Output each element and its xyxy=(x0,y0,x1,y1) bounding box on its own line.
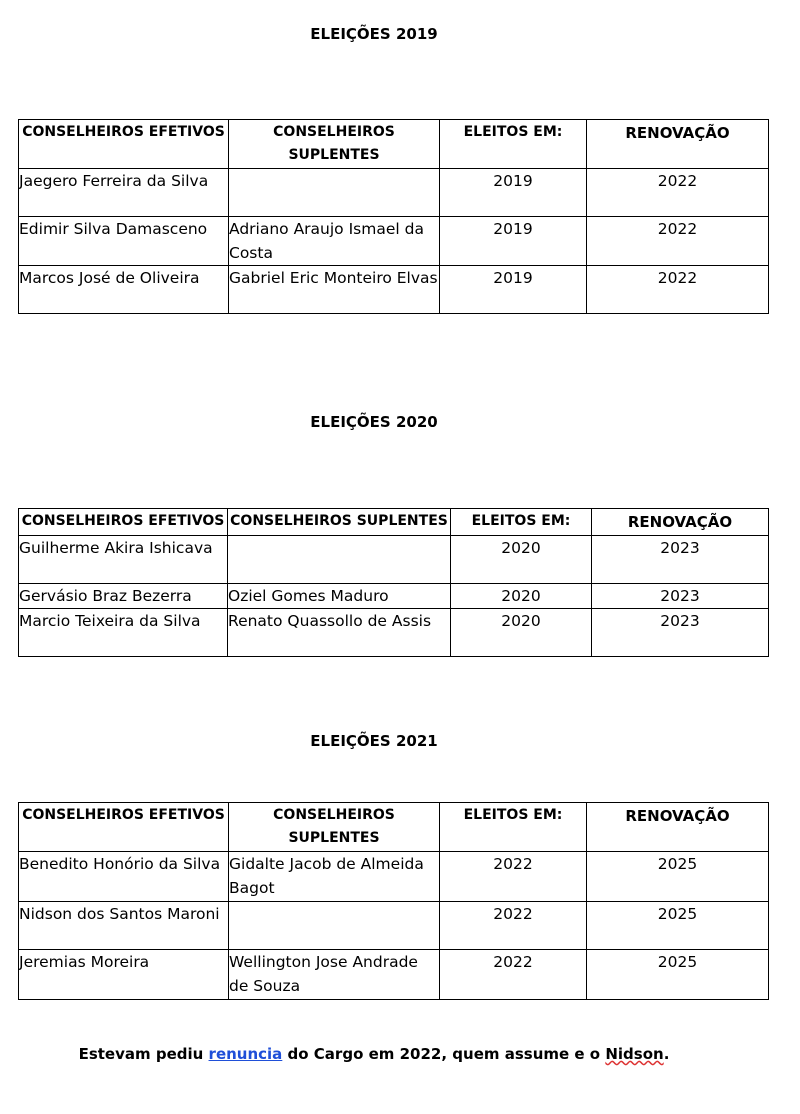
renovacao-cell: 2023 xyxy=(592,609,769,657)
header-renovacao: RENOVAÇÃO xyxy=(592,509,769,536)
table-row xyxy=(19,266,769,314)
eleitos-cell: 2020 xyxy=(451,536,592,584)
eleitos-cell: 2019 xyxy=(440,217,587,266)
renovacao-cell: 2025 xyxy=(587,950,769,1000)
table-row xyxy=(19,217,769,266)
renovacao-cell: 2023 xyxy=(592,584,769,609)
suplente-cell: Gabriel Eric Monteiro Elvas xyxy=(229,266,440,314)
header-eleitos: ELEITOS EM: xyxy=(451,509,592,536)
table-header-row xyxy=(19,509,769,536)
suplente-cell: Gidalte Jacob de Almeida Bagot xyxy=(229,852,440,902)
table-row xyxy=(19,609,769,657)
footnote-text: do Cargo em 2022, quem assume e o xyxy=(282,1045,606,1063)
header-eleitos: ELEITOS EM: xyxy=(440,120,587,169)
header-suplentes: CONSELHEIROS SUPLENTES xyxy=(229,120,440,169)
header-efetivos: CONSELHEIROS EFETIVOS xyxy=(19,120,229,169)
renovacao-cell: 2022 xyxy=(587,169,769,217)
suplente-cell: Wellington Jose Andrade de Souza xyxy=(229,950,440,1000)
suplente-cell xyxy=(228,536,451,584)
table-header-row xyxy=(19,803,769,852)
header-suplentes: CONSELHEIROS SUPLENTES xyxy=(228,509,451,536)
efetivo-cell: Marcos José de Oliveira xyxy=(19,266,229,314)
header-renovacao: RENOVAÇÃO xyxy=(587,120,769,169)
eleitos-cell: 2019 xyxy=(440,169,587,217)
eleitos-cell: 2020 xyxy=(451,584,592,609)
header-eleitos: ELEITOS EM: xyxy=(440,803,587,852)
elections-table-2020 xyxy=(18,508,769,657)
footnote-name: Nidson xyxy=(605,1045,664,1063)
header-suplentes: CONSELHEIROS SUPLENTES xyxy=(229,803,440,852)
efetivo-cell: Benedito Honório da Silva xyxy=(19,852,229,902)
eleitos-cell: 2022 xyxy=(440,852,587,902)
header-efetivos: CONSELHEIROS EFETIVOS xyxy=(19,509,228,536)
renovacao-cell: 2022 xyxy=(587,217,769,266)
header-renovacao: RENOVAÇÃO xyxy=(587,803,769,852)
eleitos-cell: 2020 xyxy=(451,609,592,657)
suplente-cell xyxy=(229,169,440,217)
efetivo-cell: Jaegero Ferreira da Silva xyxy=(19,169,229,217)
section-title-2021: ELEIÇÕES 2021 xyxy=(310,732,438,750)
table-row xyxy=(19,902,769,950)
efetivo-cell: Gervásio Braz Bezerra xyxy=(19,584,228,609)
elections-table-2021 xyxy=(18,802,769,1000)
section-title-2019: ELEIÇÕES 2019 xyxy=(310,25,438,43)
suplente-cell xyxy=(229,902,440,950)
renovacao-cell: 2025 xyxy=(587,902,769,950)
eleitos-cell: 2022 xyxy=(440,902,587,950)
efetivo-cell: Nidson dos Santos Maroni xyxy=(19,902,229,950)
footnote-text: . xyxy=(663,1045,670,1063)
renuncia-link[interactable]: renuncia xyxy=(208,1045,283,1063)
table-row xyxy=(19,169,769,217)
eleitos-cell: 2022 xyxy=(440,950,587,1000)
renovacao-cell: 2022 xyxy=(587,266,769,314)
efetivo-cell: Marcio Teixeira da Silva xyxy=(19,609,228,657)
header-efetivos: CONSELHEIROS EFETIVOS xyxy=(19,803,229,852)
table-header-row xyxy=(19,120,769,169)
suplente-cell: Adriano Araujo Ismael da Costa xyxy=(229,217,440,266)
table-row xyxy=(19,852,769,902)
table-row xyxy=(19,950,769,1000)
efetivo-cell: Guilherme Akira Ishicava xyxy=(19,536,228,584)
table-row xyxy=(19,584,769,609)
eleitos-cell: 2019 xyxy=(440,266,587,314)
footnote-text: Estevam pediu xyxy=(78,1045,209,1063)
renovacao-cell: 2025 xyxy=(587,852,769,902)
efetivo-cell: Edimir Silva Damasceno xyxy=(19,217,229,266)
renovacao-cell: 2023 xyxy=(592,536,769,584)
footnote xyxy=(0,1045,748,1063)
suplente-cell: Oziel Gomes Maduro xyxy=(228,584,451,609)
elections-table-2019 xyxy=(18,119,769,314)
table-row xyxy=(19,536,769,584)
section-title-2020: ELEIÇÕES 2020 xyxy=(310,413,438,431)
efetivo-cell: Jeremias Moreira xyxy=(19,950,229,1000)
suplente-cell: Renato Quassollo de Assis xyxy=(228,609,451,657)
